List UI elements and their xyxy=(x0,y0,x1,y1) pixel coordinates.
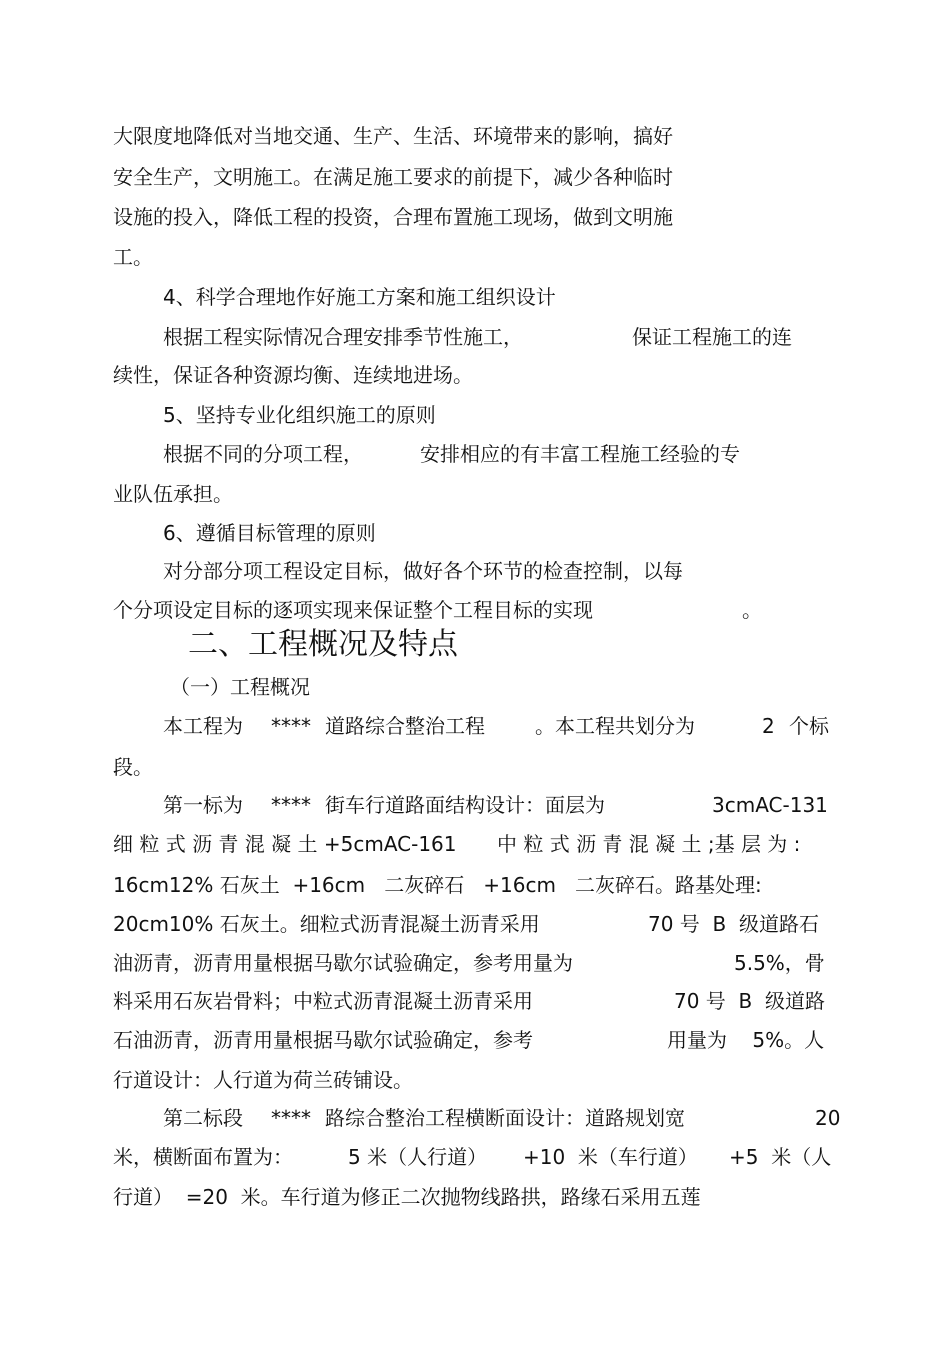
body-text: 米，横断面布置为： xyxy=(113,1145,293,1169)
body-text: **** xyxy=(271,1106,311,1130)
body-text: 用量为 5%。人 xyxy=(667,1028,825,1052)
numbered-heading: 6、遵循目标管理的原则 xyxy=(163,521,376,545)
subsection-title: （一）工程概况 xyxy=(170,675,310,699)
body-text: 20 xyxy=(815,1106,841,1130)
body-text: 细 粒 式 沥 青 混 凝 土 +5cmAC-161 xyxy=(113,832,457,856)
body-text: 2 xyxy=(762,714,775,738)
body-text: 料采用石灰岩骨料；中粒式沥青混凝土沥青采用 xyxy=(113,989,533,1013)
numbered-heading: 5、坚持专业化组织施工的原则 xyxy=(163,403,436,427)
body-text: 16cm12% 石灰土 +16cm 二灰碎石 +16cm 二灰碎石。路基处理: xyxy=(113,873,762,897)
numbered-heading: 4、科学合理地作好施工方案和施工组织设计 xyxy=(163,285,556,309)
paragraph-line: 设施的投入，降低工程的投资，合理布置施工现场，做到文明施 xyxy=(113,205,673,229)
body-text: 70 号 B 级道路 xyxy=(674,989,825,1013)
body-text: 20cm10% 石灰土。细粒式沥青混凝土沥青采用 xyxy=(113,912,540,936)
paragraph-line: 对分部分项工程设定目标，做好各个环节的检查控制，以每 xyxy=(163,559,683,583)
body-text: 行道设计：人行道为荷兰砖铺设。 xyxy=(113,1068,413,1092)
paragraph-line: 安排相应的有丰富工程施工经验的专 xyxy=(420,442,740,466)
paragraph-line: 安全生产，文明施工。在满足施工要求的前提下，减少各种临时 xyxy=(113,165,673,189)
body-text: +5 米（人 xyxy=(729,1145,832,1169)
body-text: 个标 xyxy=(789,714,829,738)
body-text: 段。 xyxy=(113,755,153,779)
paragraph-line: 工。 xyxy=(113,245,153,269)
body-text: 石油沥青，沥青用量根据马歇尔试验确定，参考 xyxy=(113,1028,533,1052)
body-text: 中 粒 式 沥 青 混 凝 土 ;基 层 为 : xyxy=(497,832,801,856)
paragraph-line: 保证工程施工的连 xyxy=(632,325,792,349)
body-text: **** xyxy=(271,793,311,817)
body-text: 本工程为 xyxy=(163,714,243,738)
paragraph-line: 。 xyxy=(742,598,762,622)
body-text: 路综合整治工程横断面设计：道路规划宽 xyxy=(325,1106,685,1130)
body-text: 5.5%，骨 xyxy=(734,951,825,975)
body-text: 3cmAC-131 xyxy=(712,793,828,817)
body-text: 行道） =20 米。车行道为修正二次抛物线路拱，路缘石采用五莲 xyxy=(113,1185,701,1209)
paragraph-line: 个分项设定目标的逐项实现来保证整个工程目标的实现 xyxy=(113,598,593,622)
body-text: +10 米（车行道） xyxy=(523,1145,698,1169)
body-text: 油沥青，沥青用量根据马歇尔试验确定，参考用量为 xyxy=(113,951,573,975)
paragraph-line: 大限度地降低对当地交通、生产、生活、环境带来的影响，搞好 xyxy=(113,124,673,148)
body-text: 街车行道路面结构设计：面层为 xyxy=(325,793,605,817)
paragraph-line: 根据工程实际情况合理安排季节性施工， xyxy=(163,325,523,349)
body-text: 70 号 B 级道路石 xyxy=(648,912,819,936)
section-title: 二、工程概况及特点 xyxy=(188,627,458,662)
body-text: 第一标为 xyxy=(163,793,243,817)
body-text: 第二标段 xyxy=(163,1106,243,1130)
paragraph-line: 根据不同的分项工程， xyxy=(163,442,363,466)
paragraph-line: 续性，保证各种资源均衡、连续地进场。 xyxy=(113,363,473,387)
body-text: 5 米（人行道） xyxy=(348,1145,488,1169)
paragraph-line: 业队伍承担。 xyxy=(113,482,233,506)
body-text: **** xyxy=(271,714,311,738)
body-text: 。本工程共划分为 xyxy=(535,714,695,738)
body-text: 道路综合整治工程 xyxy=(325,714,485,738)
